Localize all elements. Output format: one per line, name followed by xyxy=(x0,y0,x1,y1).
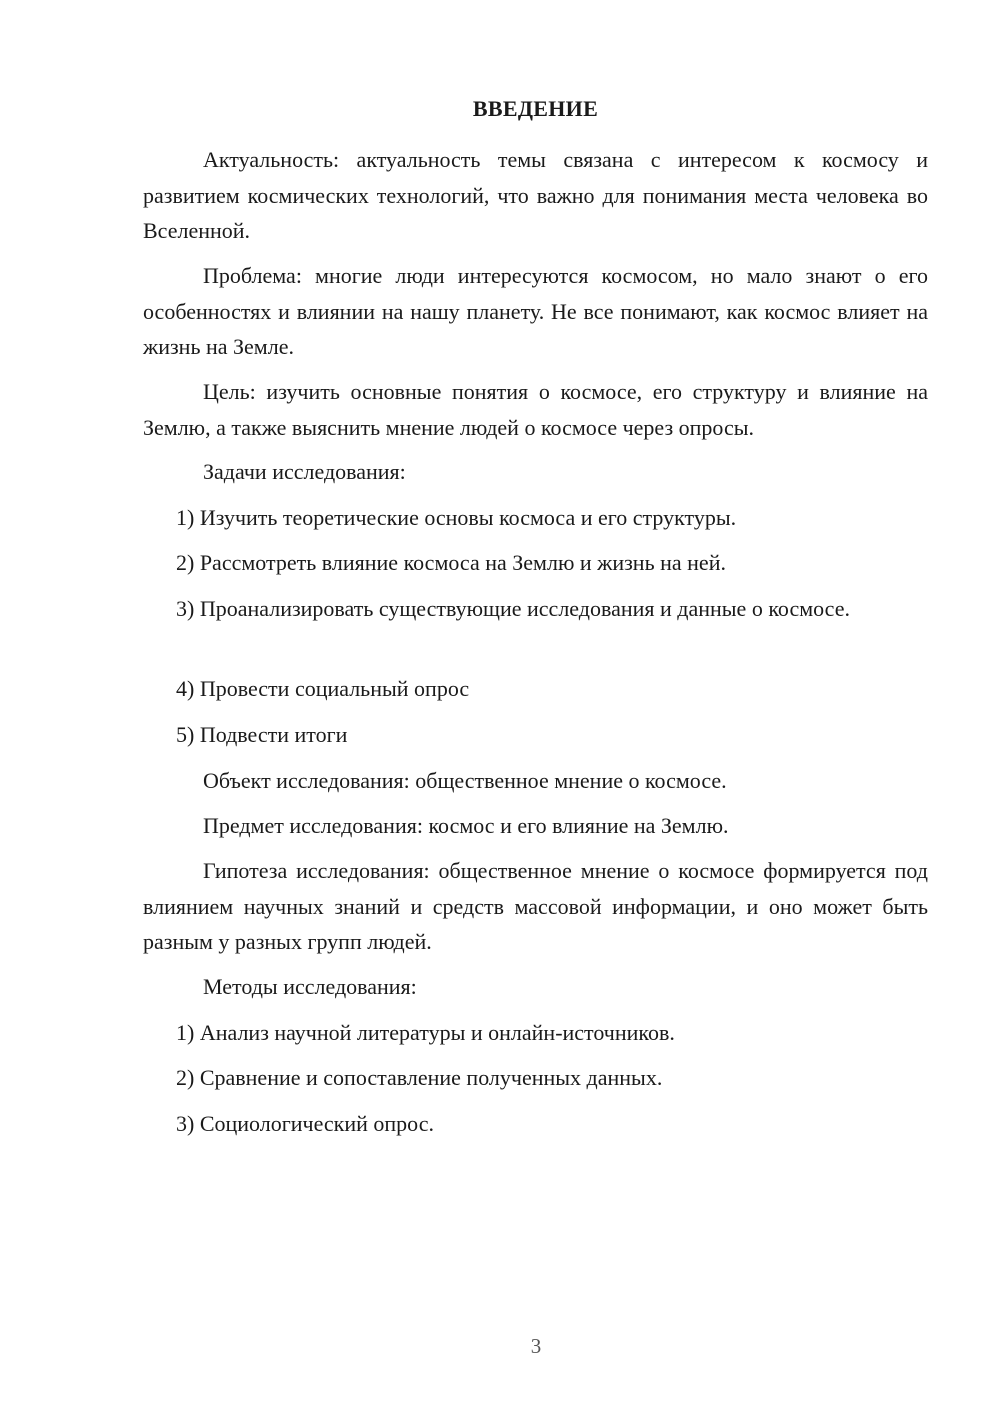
task-item: 1) Изучить теоретические основы космоса и его структуры. xyxy=(176,505,737,530)
task-item: 2) Рассмотреть влияние космоса на Землю и жизнь на ней. xyxy=(176,550,726,575)
goal-paragraph: Цель: изучить основные понятия о космосе, его структуру и влияние на Землю, а также выяснить мнение людей о космосе через опросы. xyxy=(143,379,928,440)
methods-heading: Методы исследования: xyxy=(203,974,417,999)
problem-paragraph: Проблема: многие люди интересуются космосом, но мало знают о его особенностях и влиянии на нашу планету. Не все понимают, как космос влияет на жизнь на Земле. xyxy=(143,263,928,359)
page-number: 3 xyxy=(530,1334,542,1358)
task-item: 4) Провести социальный опрос xyxy=(176,676,470,701)
hypothesis-paragraph: Гипотеза исследования: общественное мнение о космосе формируется под влиянием научных знаний и средств массовой информации, и оно может быть разным у разных групп людей. xyxy=(143,858,928,954)
tasks-heading: Задачи исследования: xyxy=(203,459,406,484)
subject-paragraph: Предмет исследования: космос и его влияние на Землю. xyxy=(203,813,729,838)
method-item: 2) Сравнение и сопоставление полученных данных. xyxy=(176,1065,663,1090)
task-item: 3) Проанализировать существующие исследования и данные о космосе. xyxy=(176,596,850,621)
section-title: ВВЕДЕНИЕ xyxy=(472,96,599,121)
relevance-paragraph: Актуальность: актуальность темы связана с интересом к космосу и развитием космических технологий, что важно для понимания места человека во Вселенной. xyxy=(143,147,928,243)
method-item: 3) Социологический опрос. xyxy=(176,1111,434,1136)
object-paragraph: Объект исследования: общественное мнение о космосе. xyxy=(203,768,727,793)
method-item: 1) Анализ научной литературы и онлайн-источников. xyxy=(176,1020,675,1045)
task-item: 5) Подвести итоги xyxy=(176,722,348,747)
